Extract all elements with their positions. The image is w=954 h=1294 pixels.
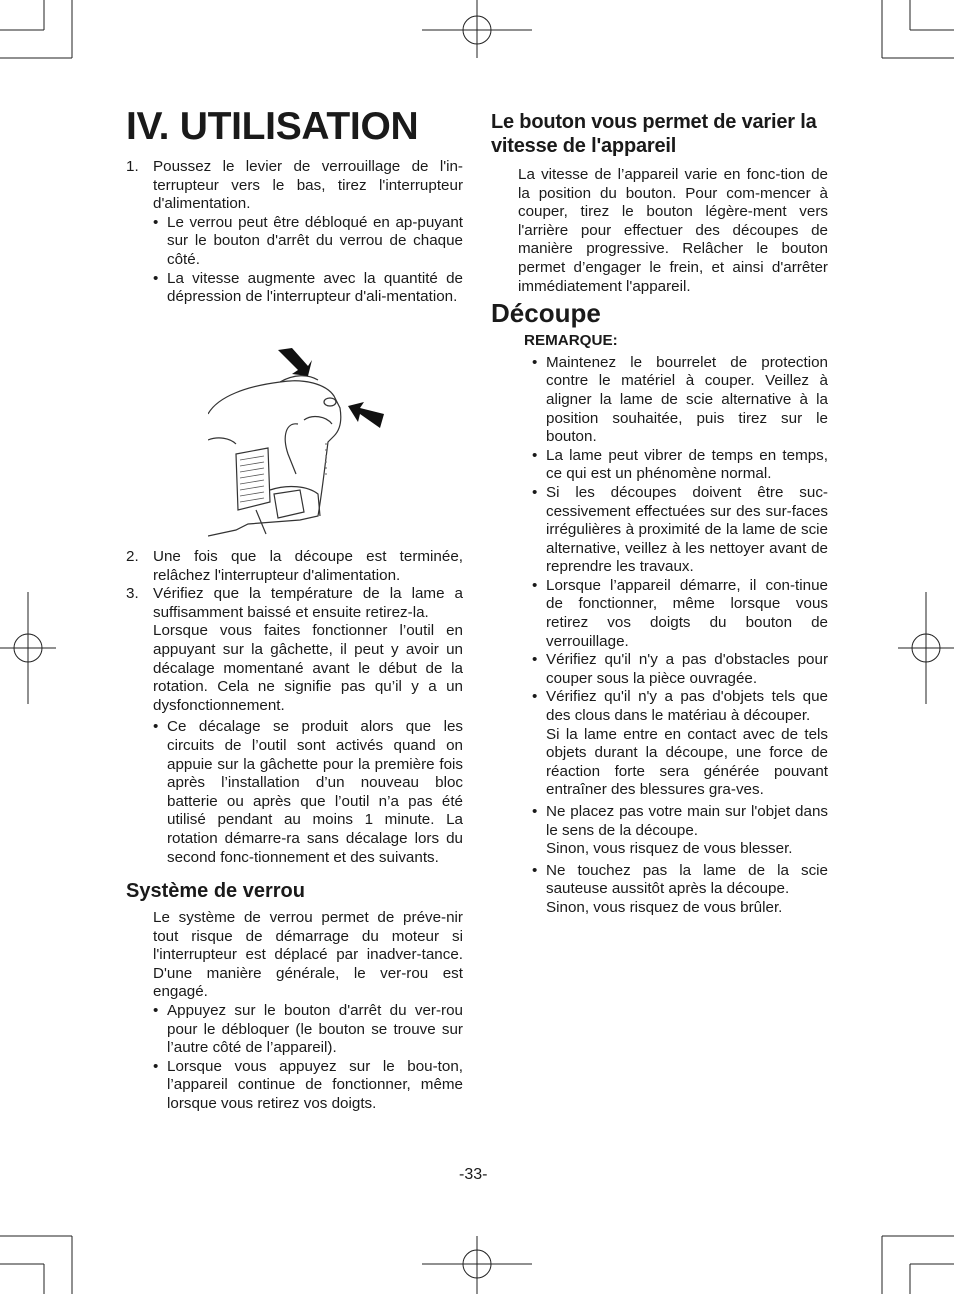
left-column-top bbox=[126, 158, 463, 307]
lock-system-paragraph: Le système de verrou permet de préve-nir tout risque de démarrage du moteur si l'interrupteur est déplacé par inadver-tance. D'une manière générale, le ver-rou est engagé. bbox=[153, 909, 463, 1001]
cut-heading: Découpe bbox=[491, 298, 601, 329]
left-column-bottom bbox=[126, 548, 463, 1114]
cut-bullet-5: • Vérifiez qu'il n'y a pas d'obstacles pour couper sous la pièce ouvragée. bbox=[532, 651, 828, 687]
step-1-bullet-1: • Le verrou peut être débloqué en ap-puyant sur le bouton d'arrêt du verrou de chaque côté. bbox=[153, 213, 463, 268]
speed-paragraph: La vitesse de l’appareil varie en fonc-tion de la position du bouton. Pour com-mencer à couper, tirez le bouton légère-ment vers l'arrière pour effectuer des découpes de manière progressive. Relâcher le bouton permet d’engager le frein, et ainsi d'arrêter immédiatement l'appareil. bbox=[518, 166, 828, 295]
step-3-paragraph: Lorsque vous faites fonctionner l’outil en appuyant sur la gâchette, il peut y avoir un décalage momentané avant le début de la rotation. Cela ne signifie pas qu’il y a un dysfonctionnement. bbox=[153, 622, 463, 714]
cut-bullet-4: • Lorsque l’appareil démarre, il con-tinue de fonctionner, même lorsque vous retirez vos doigts du bouton de verrouillage. bbox=[532, 576, 828, 650]
note-label: REMARQUE: bbox=[524, 332, 618, 350]
step-3: 3. Vérifiez que la température de la lame a suffisamment baissé et ensuite retirez-la. bbox=[126, 585, 463, 621]
step-3-bullet: • Ce décalage se produit alors que les circuits de l’outil sont activés quand on appuie sur la gâchette pour la première fois après l’installation d’un nouveau bloc batterie ou après que l’outil n’a pas été utilisé pendant au moins 1 minute. La rotation démarre-ra sans décalage lors du second fonc-tionnement et des suivants. bbox=[153, 718, 463, 866]
cut-bullet-6-continued: Si la lame entre en contact avec de tels objets durant la découpe, une force de réaction forte sera générée pouvant entraîner des blessures gra-ves. bbox=[546, 725, 828, 799]
cut-bullet-3: • Si les découpes doivent être suc-cessivement effectuées sur des sur-faces irrégulières à proximité de la lame de scie alternative, veillez à les nettoyer avant de reprendre les travaux. bbox=[532, 483, 828, 576]
cut-bullet-6: • Vérifiez qu'il n'y a pas d'objets tels que des clous dans le matériau à découper. bbox=[532, 688, 828, 725]
page-title: IV. UTILISATION bbox=[126, 105, 419, 148]
lock-bullet-1: • Appuyez sur le bouton d'arrêt du ver-rou pour le débloquer (le bouton se trouve sur l’autre côté de l’appareil). bbox=[153, 1002, 463, 1057]
cut-bullet-7-continued: Sinon, vous risquez de vous blesser. bbox=[546, 840, 793, 858]
page-number: -33- bbox=[459, 1166, 488, 1183]
step-1: 1. Poussez le levier de verrouillage de l'in-terrupteur vers le bas, tirez l'interrupteur d'alimentation. bbox=[126, 158, 463, 213]
cut-bullet-1: • Maintenez le bourrelet de protection contre le matériel à couper. Veillez à aligner la lame de scie alternative à la position souhaitée, puis tirez sur le bouton. bbox=[532, 353, 828, 446]
right-column bbox=[491, 110, 828, 918]
step-1-bullet-2: • La vitesse augmente avec la quantité de dépression de l'interrupteur d'ali-mentation. bbox=[153, 269, 463, 306]
lock-bullet-2: • Lorsque vous appuyez sur le bou-ton, l’appareil continue de fonctionner, même lorsque vous retirez vos doigts. bbox=[153, 1057, 463, 1113]
cut-bullet-2: • La lame peut vibrer de temps en temps, ce qui est un phénomène normal. bbox=[532, 446, 828, 483]
step-2: 2. Une fois que la découpe est terminée, relâchez l'interrupteur d'alimentation. bbox=[126, 548, 463, 584]
lock-system-heading: Système de verrou bbox=[126, 880, 305, 903]
cut-bullet-8-continued: Sinon, vous risquez de vous brûler. bbox=[546, 898, 783, 916]
cut-bullet-7: • Ne placez pas votre main sur l'objet dans le sens de la découpe. bbox=[532, 803, 828, 839]
cut-bullet-8: • Ne touchez pas la lame de la scie sauteuse aussitôt après la découpe. bbox=[532, 861, 828, 898]
speed-heading: Le bouton vous permet de varier la vitesse de l'appareil bbox=[491, 111, 817, 157]
reciprocating-saw-icon bbox=[208, 344, 388, 540]
